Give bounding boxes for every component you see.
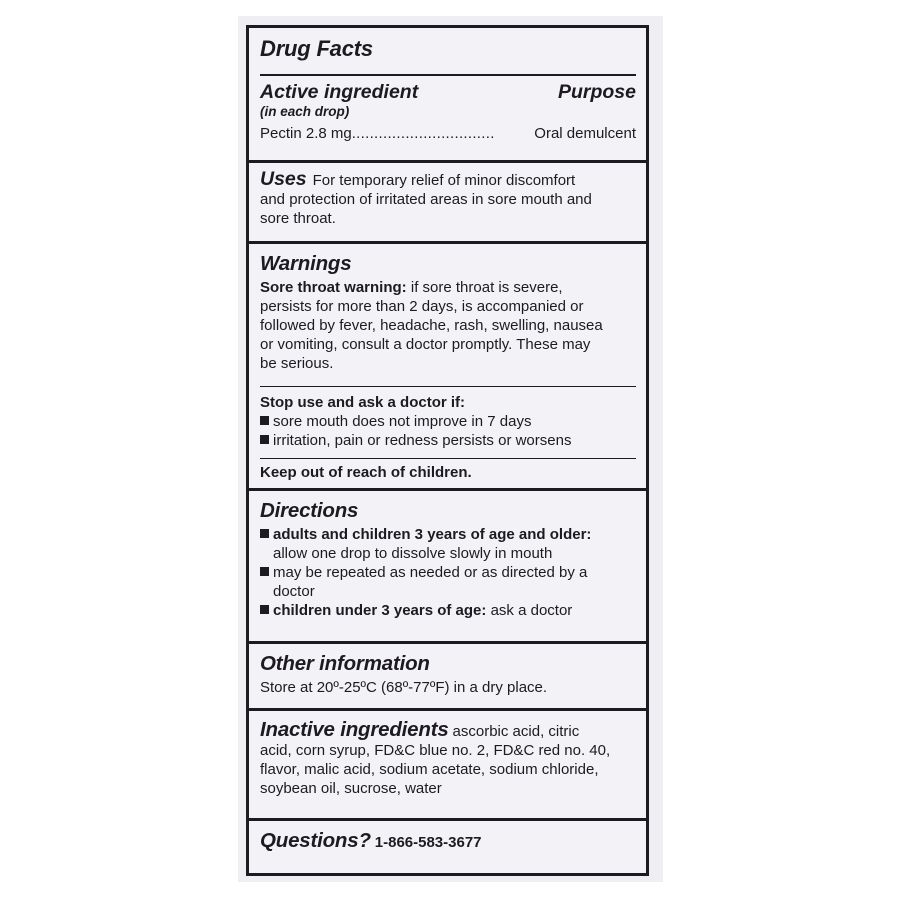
inactive-ingredients-heading: Inactive ingredients bbox=[260, 718, 449, 741]
drug-facts-title: Drug Facts bbox=[260, 36, 373, 61]
warnings-rule bbox=[260, 386, 636, 387]
direction-text: allow one drop to dissolve slowly in mouth bbox=[273, 545, 553, 562]
list-item: may be repeated as needed or as directed by a bbox=[260, 563, 636, 582]
other-information-heading: Other information bbox=[260, 652, 430, 675]
uses-line: and protection of irritated areas in sore mouth and bbox=[260, 191, 592, 208]
inactive-line: soybean oil, sucrose, water bbox=[260, 780, 442, 797]
bullet-icon bbox=[260, 529, 269, 538]
uses-heading: Uses bbox=[260, 168, 307, 190]
questions-section bbox=[249, 831, 646, 852]
dot-leader: ................................ bbox=[351, 125, 495, 142]
uses-line: sore throat. bbox=[260, 210, 336, 227]
directions-heading: Directions bbox=[260, 499, 359, 522]
ingredient-purpose: Oral demulcent bbox=[534, 125, 636, 142]
phone-number: 1-866-583-3677 bbox=[374, 834, 482, 851]
drug-facts-header bbox=[249, 36, 646, 62]
bullet-icon bbox=[260, 567, 269, 576]
bullet-icon bbox=[260, 416, 269, 425]
list-item: adults and children 3 years of age and older: bbox=[260, 525, 636, 544]
title-rule bbox=[260, 74, 636, 76]
list-item: irritation, pain or redness persists or worsens bbox=[260, 431, 636, 450]
warnings-section bbox=[249, 252, 646, 373]
sore-throat-text: be serious. bbox=[260, 355, 334, 372]
active-ingredient-heading: Active ingredient bbox=[260, 81, 419, 103]
purpose-heading: Purpose bbox=[557, 81, 636, 103]
keep-out-text: Keep out of reach of children. bbox=[260, 464, 472, 481]
ingredient-name: Pectin 2.8 mg bbox=[260, 125, 352, 142]
stop-use-block bbox=[249, 393, 646, 450]
uses-line: For temporary relief of minor discomfort bbox=[312, 172, 576, 189]
inactive-ingredients-section bbox=[249, 720, 646, 798]
directions-section bbox=[249, 499, 646, 620]
warnings-rule bbox=[260, 458, 636, 459]
inactive-line: ascorbic acid, citric bbox=[452, 723, 580, 740]
sore-throat-text: or vomiting, consult a doctor promptly. These may bbox=[260, 336, 591, 353]
inactive-line: acid, corn syrup, FD&C blue no. 2, FD&C red no. 40, bbox=[260, 742, 611, 759]
section-divider bbox=[249, 641, 646, 644]
stop-use-heading: Stop use and ask a doctor if: bbox=[260, 394, 466, 411]
bullet-icon bbox=[260, 435, 269, 444]
sore-throat-text: if sore throat is severe, bbox=[410, 279, 563, 296]
keep-out-block bbox=[249, 463, 646, 482]
section-divider bbox=[249, 241, 646, 244]
sore-throat-warning-label: Sore throat warning: bbox=[260, 279, 407, 296]
other-information-section bbox=[249, 652, 646, 697]
section-divider bbox=[249, 708, 646, 711]
sore-throat-text: followed by fever, headache, rash, swelling, nausea bbox=[260, 317, 603, 334]
drug-facts-panel bbox=[246, 25, 649, 876]
ingredient-row bbox=[260, 124, 636, 143]
section-divider bbox=[249, 488, 646, 491]
inactive-line: flavor, malic acid, sodium acetate, sodium chloride, bbox=[260, 761, 599, 778]
storage-text: Store at 20º-25ºC (68º-77ºF) in a dry place. bbox=[260, 679, 548, 696]
warnings-heading: Warnings bbox=[260, 252, 352, 275]
questions-heading: Questions? bbox=[260, 829, 371, 852]
sore-throat-text: persists for more than 2 days, is accompanied or bbox=[260, 298, 584, 315]
section-divider bbox=[249, 160, 646, 163]
bullet-icon bbox=[260, 605, 269, 614]
list-item: sore mouth does not improve in 7 days bbox=[260, 412, 636, 431]
list-item: children under 3 years of age: ask a doctor bbox=[260, 601, 636, 620]
direction-text: doctor bbox=[273, 583, 315, 600]
active-ingredient-subheading: (in each drop) bbox=[260, 104, 350, 119]
uses-section bbox=[249, 170, 646, 228]
section-divider bbox=[249, 818, 646, 821]
active-ingredient-section bbox=[249, 81, 646, 143]
